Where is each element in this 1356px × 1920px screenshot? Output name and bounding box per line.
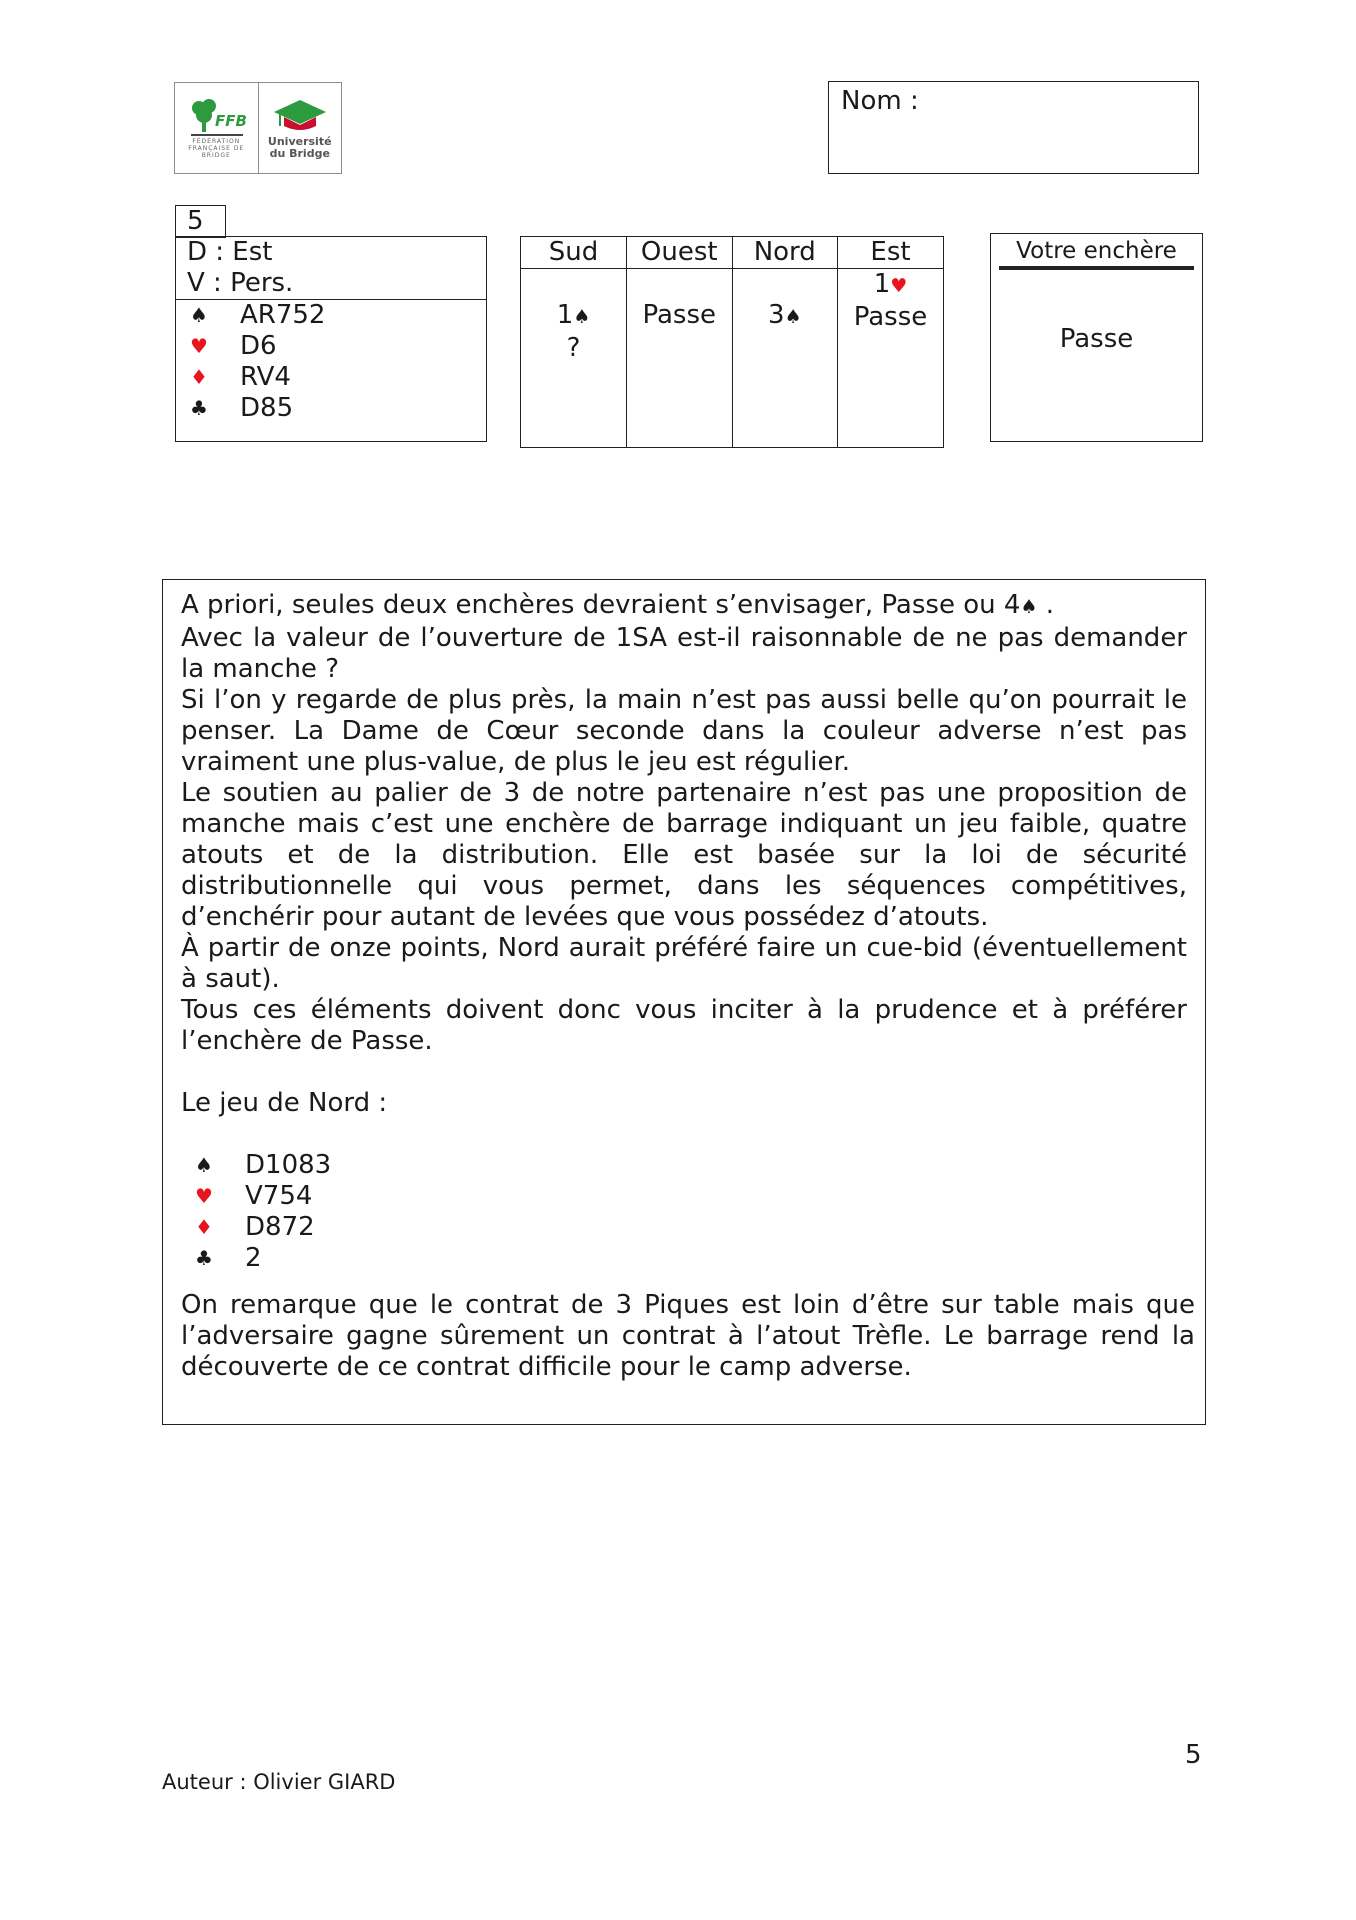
page-number: 5 bbox=[1185, 1740, 1202, 1770]
bid-sud-2: ? bbox=[566, 333, 581, 363]
ffb-tree-icon bbox=[185, 98, 247, 138]
author: Auteur : Olivier GIARD bbox=[162, 1770, 396, 1794]
nord-row-clubs bbox=[181, 1243, 1187, 1274]
spade-icon: ♠ bbox=[573, 306, 591, 328]
hand-diamonds: RV4 bbox=[240, 362, 291, 392]
bid-est-2: Passe bbox=[853, 302, 928, 332]
your-bid-box bbox=[990, 233, 1203, 442]
explanation-p2: Avec la valeur de l’ouverture de 1SA est-il raisonnable de ne pas demander la manche ? bbox=[181, 623, 1187, 684]
explanation-p1: A priori, seules deux enchères devraient s’envisager, Passe ou 4♠ . bbox=[181, 590, 1054, 620]
auction-col-est bbox=[838, 269, 944, 448]
bid-est-1: 1♥ bbox=[873, 269, 908, 299]
logo bbox=[174, 82, 342, 174]
heart-icon: ♥ bbox=[190, 334, 208, 358]
spade-icon: ♠ bbox=[190, 303, 208, 327]
auction-col-sud bbox=[521, 269, 627, 448]
hand-row-clubs bbox=[176, 393, 486, 424]
hand-spades: AR752 bbox=[240, 300, 326, 330]
hand-row-hearts bbox=[176, 331, 486, 362]
club-icon: ♣ bbox=[195, 1246, 213, 1270]
auction-header-sud: Sud bbox=[521, 237, 627, 269]
ffb-text: FFB bbox=[215, 111, 248, 130]
bid-nord-1: 3♠ bbox=[767, 300, 802, 330]
nord-row-diamonds bbox=[181, 1212, 1187, 1243]
dealer: D : Est bbox=[187, 237, 273, 267]
explanation-p4: Le soutien au palier de 3 de notre partenaire n’est pas une proposition de manche mais c’est une enchère de barrage indiquant un jeu faible, quatre atouts et de la distribution. Elle est basée sur la loi de sécurité distributionnelle qui vous permet, dans les séquences compétitives, d’enchérir pour autant de levées que vous possédez d’atouts. bbox=[181, 778, 1187, 932]
spade-icon: ♠ bbox=[784, 306, 802, 328]
spade-icon: ♠ bbox=[1020, 596, 1038, 618]
your-bid-answer: Passe bbox=[1059, 324, 1134, 354]
hand-clubs: D85 bbox=[240, 393, 294, 423]
explanation-box bbox=[162, 579, 1206, 1425]
deal-number: 5 bbox=[175, 205, 226, 238]
hand-row-spades bbox=[176, 300, 486, 331]
explanation-p7: On remarque que le contrat de 3 Piques est loin d’être sur table mais que l’adversaire gagne sûrement un contrat à l’atout Trèfle. Le barrage rend la découverte de ce contrat difficile pour le camp adverse. bbox=[181, 1290, 1195, 1382]
deal-info bbox=[176, 237, 486, 300]
nord-row-spades bbox=[181, 1150, 1187, 1181]
nord-diamonds: D872 bbox=[245, 1212, 315, 1242]
bid-ouest-1: Passe bbox=[642, 300, 717, 330]
auction-col-ouest bbox=[627, 269, 733, 448]
auction-header-est: Est bbox=[838, 237, 944, 269]
explanation-p3: Si l’on y regarde de plus près, la main n’est pas aussi belle qu’on pourrait le penser. La Dame de Cœur seconde dans la couleur adverse n’est pas vraiment une plus-value, de plus le jeu est régulier. bbox=[181, 685, 1187, 777]
south-hand-box bbox=[175, 236, 487, 442]
ffb-logo bbox=[175, 83, 258, 173]
nord-spades: D1083 bbox=[245, 1150, 332, 1180]
nord-hand-title: Le jeu de Nord : bbox=[181, 1088, 388, 1118]
diamond-icon: ♦ bbox=[195, 1215, 213, 1239]
auction-header-nord: Nord bbox=[732, 237, 838, 269]
universite-line1: Université bbox=[267, 135, 332, 148]
your-bid-title: Votre enchère bbox=[999, 234, 1194, 270]
nord-hearts: V754 bbox=[245, 1181, 313, 1211]
spade-icon: ♠ bbox=[195, 1153, 213, 1177]
graduation-cap-icon bbox=[270, 96, 330, 136]
explanation-p5: À partir de onze points, Nord aurait préféré faire un cue-bid (éventuellement à saut). bbox=[181, 933, 1187, 994]
universite-logo bbox=[258, 83, 342, 173]
auction-table bbox=[520, 236, 944, 448]
club-icon: ♣ bbox=[190, 396, 208, 420]
universite-line2: du Bridge bbox=[269, 147, 330, 160]
heart-icon: ♥ bbox=[890, 275, 908, 297]
bid-sud-1: 1♠ bbox=[556, 300, 591, 330]
ffb-subtitle: FÉDÉRATION FRANÇAISE DE BRIDGE bbox=[188, 137, 245, 159]
hand-row-diamonds bbox=[176, 362, 486, 393]
name-label: Nom : bbox=[841, 86, 919, 116]
heart-icon: ♥ bbox=[195, 1184, 213, 1208]
explanation-p6: Tous ces éléments doivent donc vous inciter à la prudence et à préférer l’enchère de Passe. bbox=[181, 995, 1187, 1056]
auction-header-ouest: Ouest bbox=[627, 237, 733, 269]
auction-col-nord bbox=[732, 269, 838, 448]
name-field[interactable] bbox=[828, 81, 1199, 174]
hand-hearts: D6 bbox=[240, 331, 277, 361]
vulnerability: V : Pers. bbox=[187, 268, 294, 298]
nord-clubs: 2 bbox=[245, 1243, 262, 1273]
nord-row-hearts bbox=[181, 1181, 1187, 1212]
diamond-icon: ♦ bbox=[190, 365, 208, 389]
